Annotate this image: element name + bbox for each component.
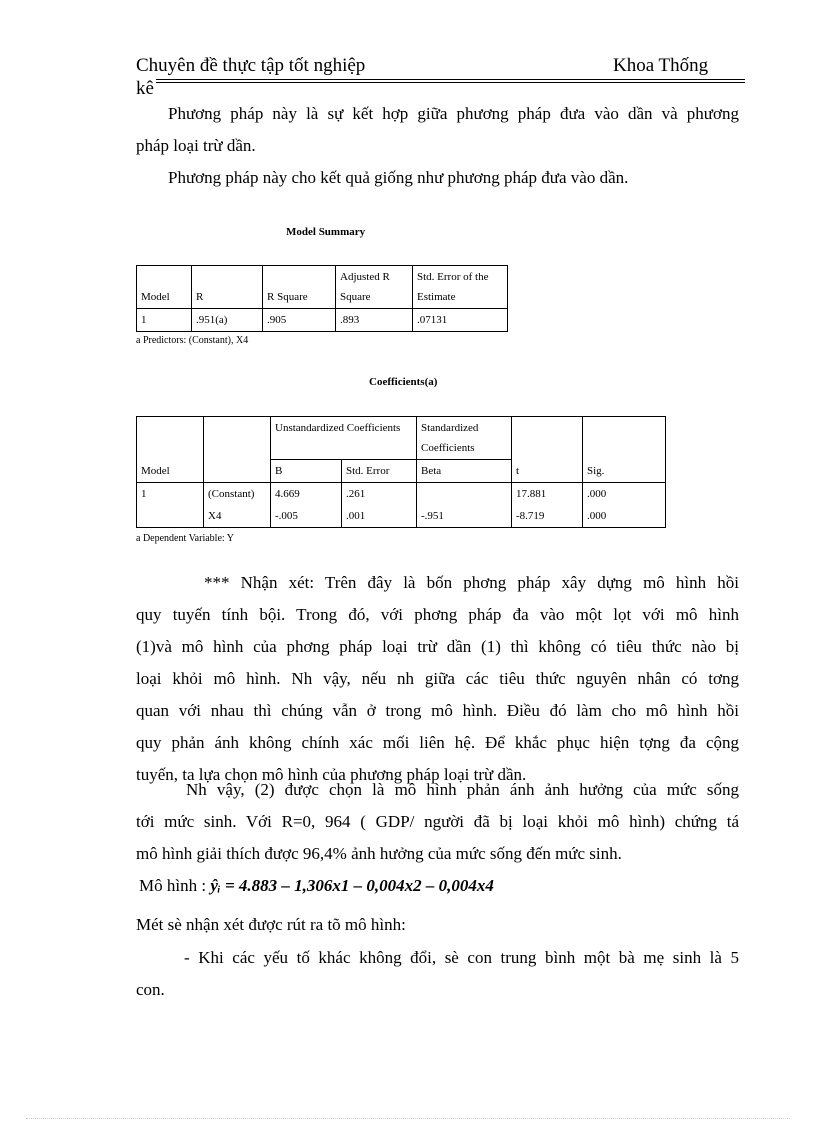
cell: .905	[263, 309, 336, 332]
model-summary-title: Model Summary	[286, 226, 366, 238]
remark-bullet-1	[136, 942, 739, 1006]
header-group-unstandardized: Unstandardized Coefficients	[271, 417, 417, 460]
table-row	[137, 309, 508, 332]
remarks-intro-text: Mét sè nhận xét được rút ra tõ mô hình:	[136, 915, 406, 934]
conclusion-paragraph	[136, 774, 739, 870]
header-rule-secondary	[136, 82, 745, 83]
table-header-row	[137, 266, 508, 309]
remarks-intro	[136, 909, 739, 941]
table-row	[137, 483, 666, 506]
table-header-row	[137, 417, 666, 460]
cell	[137, 505, 204, 528]
header-cell: Sig.	[583, 417, 666, 483]
cell: .000	[583, 483, 666, 506]
conclusion-line-2: tới mức sinh. Với R=0, 964 ( GDP/ người đã bị loại khỏi mô hình) chứng tá	[136, 812, 739, 831]
cell: 17.881	[512, 483, 583, 506]
cell: .000	[583, 505, 666, 528]
intro-paragraph-2	[136, 162, 739, 194]
commentary-line-4: loại khỏi mô hình. Nh vậy, nếu nh giữa các tiêu thức nguyên nhân có tơng	[136, 669, 739, 688]
cell: (Constant)	[204, 483, 271, 506]
header-cell: Model	[137, 266, 192, 309]
cell: -.005	[271, 505, 342, 528]
cell: 1	[137, 309, 192, 332]
cell: X4	[204, 505, 271, 528]
conclusion-line-1: Nh vậy, (2) được chọn là mô hình phản ánh ảnh hưởng của mức sống	[186, 780, 739, 799]
cell: 1	[137, 483, 204, 506]
commentary-line-6: quy phản ánh không chính xác mối liên hệ. Để khắc phục hiện tợng đa cộng	[136, 733, 739, 752]
page-footer-rule	[26, 1118, 790, 1119]
commentary-line-2: quy tuyến tính bội. Trong đó, với phơng pháp đa vào một lọt với mô hình	[136, 605, 739, 624]
commentary-line-3: (1)và mô hình của phơng pháp loại trừ dần (1) thì không có tiêu thức nào bị	[136, 637, 739, 656]
cell: .001	[342, 505, 417, 528]
header-cell: Std. Error of the Estimate	[413, 266, 508, 309]
header-cell: R	[192, 266, 263, 309]
cell: -8.719	[512, 505, 583, 528]
remark-1-line-2: con.	[136, 980, 165, 999]
model-formula	[139, 876, 494, 896]
formula-equation: ŷᵢ = 4.883 – 1,306x1 – 0,004x2 – 0,004x4	[210, 876, 494, 895]
cell	[417, 483, 512, 506]
header-cell: Adjusted R Square	[336, 266, 413, 309]
header-right-title: Khoa Thống	[613, 55, 709, 76]
intro-p2-text: Phương pháp này cho kết quả giống như phương pháp đưa vào dần.	[168, 168, 629, 187]
header-cell: Beta	[417, 460, 512, 483]
cell: .951(a)	[192, 309, 263, 332]
formula-label: Mô hình :	[139, 876, 207, 895]
header-cell-empty	[204, 417, 271, 483]
header-cell: R Square	[263, 266, 336, 309]
header-group-standardized: Standardized Coefficients	[417, 417, 512, 460]
remark-1-line-1: - Khi các yếu tố khác không đổi, sè con trung bình một bà mẹ sinh là 5	[184, 948, 739, 967]
intro-p1-line-1: Phương pháp này là sự kết hợp giữa phương pháp đưa vào dần và phương	[168, 104, 739, 123]
coefficients-table	[136, 416, 666, 528]
conclusion-line-3: mô hình giải thích được 96,4% ảnh hưởng của mức sống đến mức sinh.	[136, 844, 622, 863]
header-cell: Model	[137, 417, 204, 483]
header-rule	[136, 79, 745, 80]
model-summary-note: a Predictors: (Constant), X4	[136, 335, 249, 346]
coefficients-title: Coefficients(a)	[369, 376, 438, 388]
coefficients-note: a Dependent Variable: Y	[136, 533, 235, 544]
commentary-paragraph	[136, 567, 739, 791]
header-cell: t	[512, 417, 583, 483]
cell: .893	[336, 309, 413, 332]
cell: 4.669	[271, 483, 342, 506]
commentary-line-7: tuyến, ta lựa chọn mô hình của phương pháp loại trừ dần.	[136, 765, 527, 784]
commentary-line-1: *** Nhận xét: Trên đây là bốn phơng pháp xây dựng mô hình hồi	[204, 573, 739, 592]
header-cell: B	[271, 460, 342, 483]
commentary-line-5: quan với nhau thì chúng vẫn ở trong mô hình. Điều đó làm cho mô hình hồi	[136, 701, 739, 720]
model-summary-table	[136, 265, 508, 332]
header-wrapped-text: kê	[136, 78, 154, 99]
cell: .07131	[413, 309, 508, 332]
header-left-title: Chuyên đề thực tập tốt nghiệp	[136, 55, 366, 76]
table-row	[137, 505, 666, 528]
cell: -.951	[417, 505, 512, 528]
intro-paragraph-1	[136, 98, 739, 162]
cell: .261	[342, 483, 417, 506]
header-cell: Std. Error	[342, 460, 417, 483]
intro-p1-line-2: pháp loại trừ dần.	[136, 136, 256, 155]
